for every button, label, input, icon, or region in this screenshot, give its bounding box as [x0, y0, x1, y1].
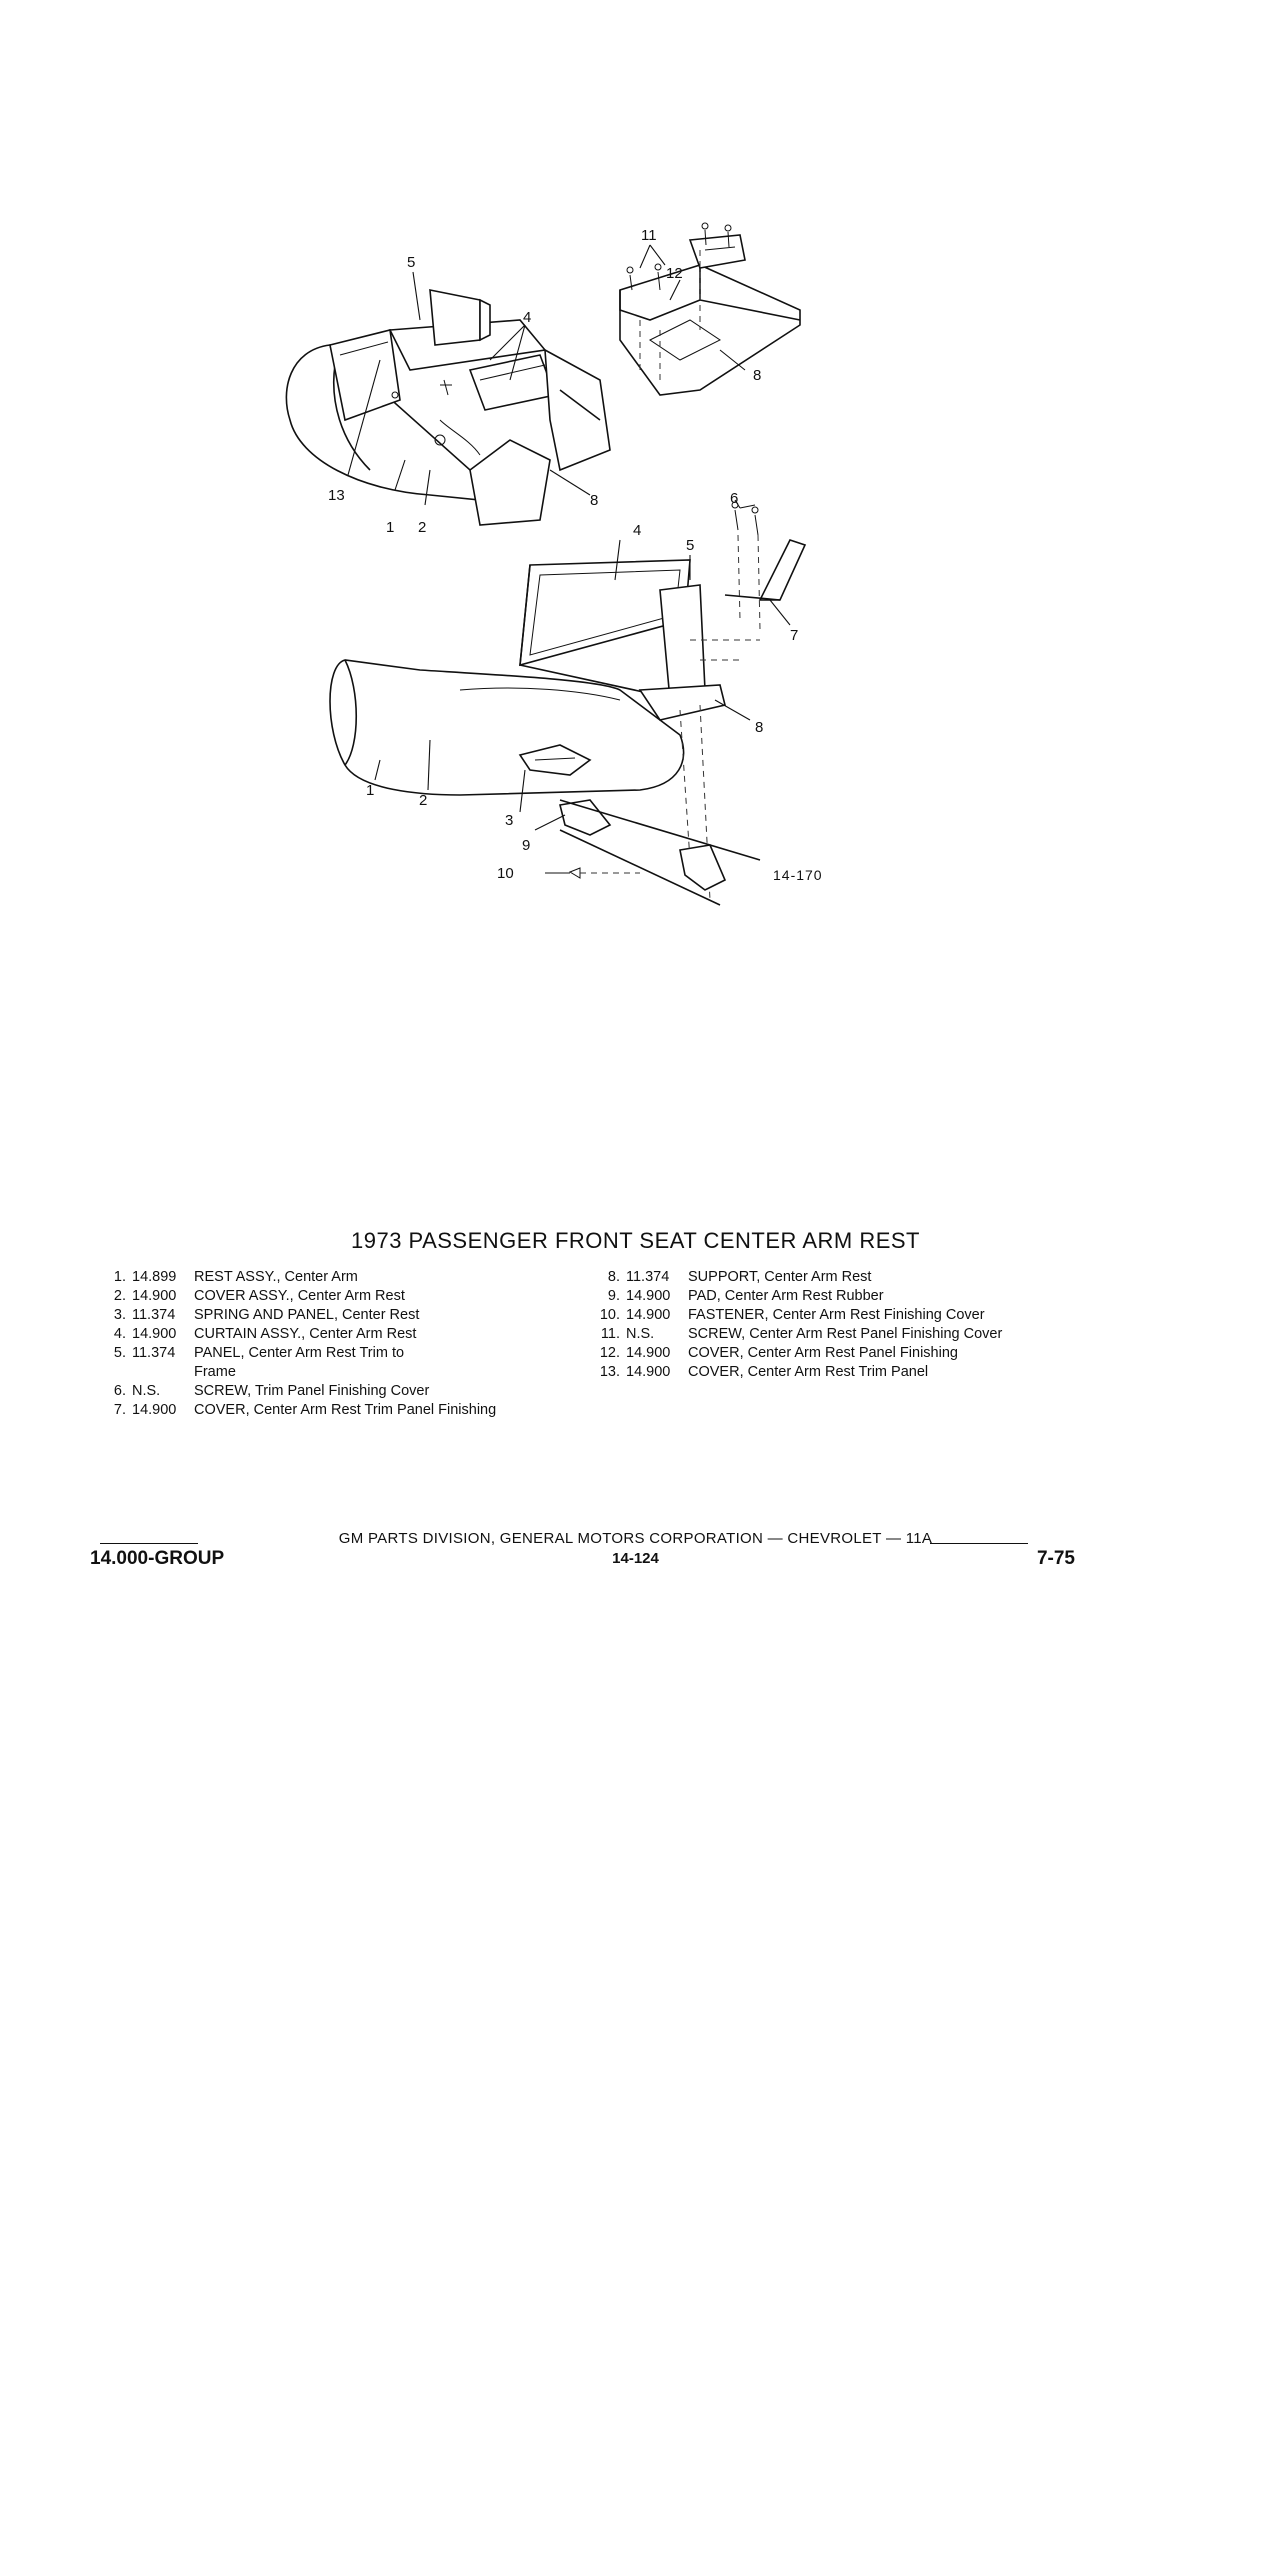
- item-description: REST ASSY., Center Arm: [194, 1269, 358, 1285]
- callout-7: 7: [790, 627, 799, 644]
- footer-date: 7-75: [1036, 1548, 1075, 1569]
- callout-13: 13: [328, 487, 345, 504]
- item-description: SPRING AND PANEL, Center Rest: [194, 1307, 420, 1323]
- figure-id: 14-170: [773, 867, 823, 883]
- parts-list-right: [592, 1268, 1062, 1382]
- item-number: 9.: [607, 1288, 620, 1304]
- item-code: 14.900: [132, 1326, 177, 1342]
- item-number: 6.: [113, 1383, 126, 1399]
- footer-division: GM PARTS DIVISION, GENERAL MOTORS CORPORATION — CHEVROLET — 11A: [338, 1530, 933, 1547]
- callout-6: 6: [730, 490, 739, 507]
- parts-list-item: [592, 1344, 1062, 1363]
- callout-1-lower: 1: [366, 782, 375, 799]
- callout-8-upper: 8: [590, 492, 599, 509]
- item-code: N.S.: [132, 1383, 161, 1399]
- parts-list-item: [592, 1306, 1062, 1325]
- parts-list-item: [98, 1268, 568, 1287]
- arm-rest-exploded-diagram: [0, 0, 1271, 940]
- parts-list-item: [592, 1268, 1062, 1287]
- item-code: 14.900: [626, 1288, 671, 1304]
- callout-2-upper: 2: [418, 519, 427, 536]
- callout-10: 10: [497, 865, 514, 882]
- item-number: 2.: [113, 1288, 126, 1304]
- callout-3: 3: [505, 812, 514, 829]
- item-number: 11.: [600, 1326, 620, 1342]
- item-number: 7.: [113, 1402, 126, 1418]
- item-number: 5.: [113, 1345, 126, 1361]
- item-number: 8.: [607, 1269, 620, 1285]
- item-description: PAD, Center Arm Rest Rubber: [688, 1288, 884, 1304]
- callout-9: 9: [522, 837, 531, 854]
- item-description: SCREW, Trim Panel Finishing Cover: [194, 1383, 430, 1399]
- item-description: COVER, Center Arm Rest Trim Panel Finishing: [194, 1402, 497, 1418]
- item-description: COVER, Center Arm Rest Trim Panel: [688, 1364, 929, 1380]
- item-description: SUPPORT, Center Arm Rest: [688, 1269, 872, 1285]
- item-code: 14.900: [626, 1307, 671, 1323]
- footer-page-number: 14-124: [612, 1550, 659, 1567]
- item-number: 12.: [599, 1345, 620, 1361]
- parts-list-item: [592, 1287, 1062, 1306]
- callout-2-lower: 2: [419, 792, 428, 809]
- parts-list-item: [592, 1325, 1062, 1344]
- item-code: 14.900: [132, 1288, 177, 1304]
- callout-4-lower: 4: [633, 522, 642, 539]
- parts-list-item: [98, 1344, 568, 1382]
- item-code: 14.900: [132, 1402, 177, 1418]
- parts-list-item: [98, 1287, 568, 1306]
- item-description: FASTENER, Center Arm Rest Finishing Cover: [688, 1307, 985, 1323]
- item-code: 14.899: [132, 1269, 177, 1285]
- item-description: CURTAIN ASSY., Center Arm Rest: [194, 1326, 417, 1342]
- parts-list-item: [98, 1382, 568, 1401]
- item-description: COVER, Center Arm Rest Panel Finishing: [688, 1345, 958, 1361]
- callout-12: 12: [666, 265, 683, 282]
- callout-5-upper: 5: [407, 254, 416, 271]
- item-code: 11.374: [132, 1345, 176, 1361]
- item-code: 11.374: [626, 1269, 670, 1285]
- item-code: N.S.: [626, 1326, 655, 1342]
- callout-8-lower: 8: [755, 719, 764, 736]
- footer-group: 14.000-GROUP: [90, 1548, 225, 1569]
- item-number: 4.: [113, 1326, 126, 1342]
- item-code: 11.374: [132, 1307, 176, 1323]
- parts-list-item: [592, 1363, 1062, 1382]
- item-code: 14.900: [626, 1364, 671, 1380]
- parts-list-item: [98, 1325, 568, 1344]
- page-title: 1973 PASSENGER FRONT SEAT CENTER ARM REST: [350, 1228, 920, 1253]
- item-number: 13.: [599, 1364, 620, 1380]
- item-description: SCREW, Center Arm Rest Panel Finishing Cover: [688, 1326, 1003, 1342]
- item-number: 10.: [599, 1307, 620, 1323]
- lower-arm-rest-assembly: [330, 502, 805, 905]
- item-description: PANEL, Center Arm Rest Trim to Frame: [194, 1345, 405, 1380]
- callout-1-upper: 1: [386, 519, 395, 536]
- callout-5-lower: 5: [686, 537, 695, 554]
- callout-11: 11: [641, 227, 657, 244]
- item-number: 1.: [113, 1269, 126, 1285]
- parts-list-item: [98, 1401, 568, 1420]
- parts-list-item: [98, 1306, 568, 1325]
- item-number: 3.: [113, 1307, 126, 1323]
- callout-8-right: 8: [753, 367, 762, 384]
- parts-list-left: [98, 1268, 568, 1420]
- item-code: 14.900: [626, 1345, 671, 1361]
- item-description: COVER ASSY., Center Arm Rest: [194, 1288, 405, 1304]
- callout-4-upper: 4: [523, 309, 532, 326]
- upper-support-bracket: [620, 223, 800, 395]
